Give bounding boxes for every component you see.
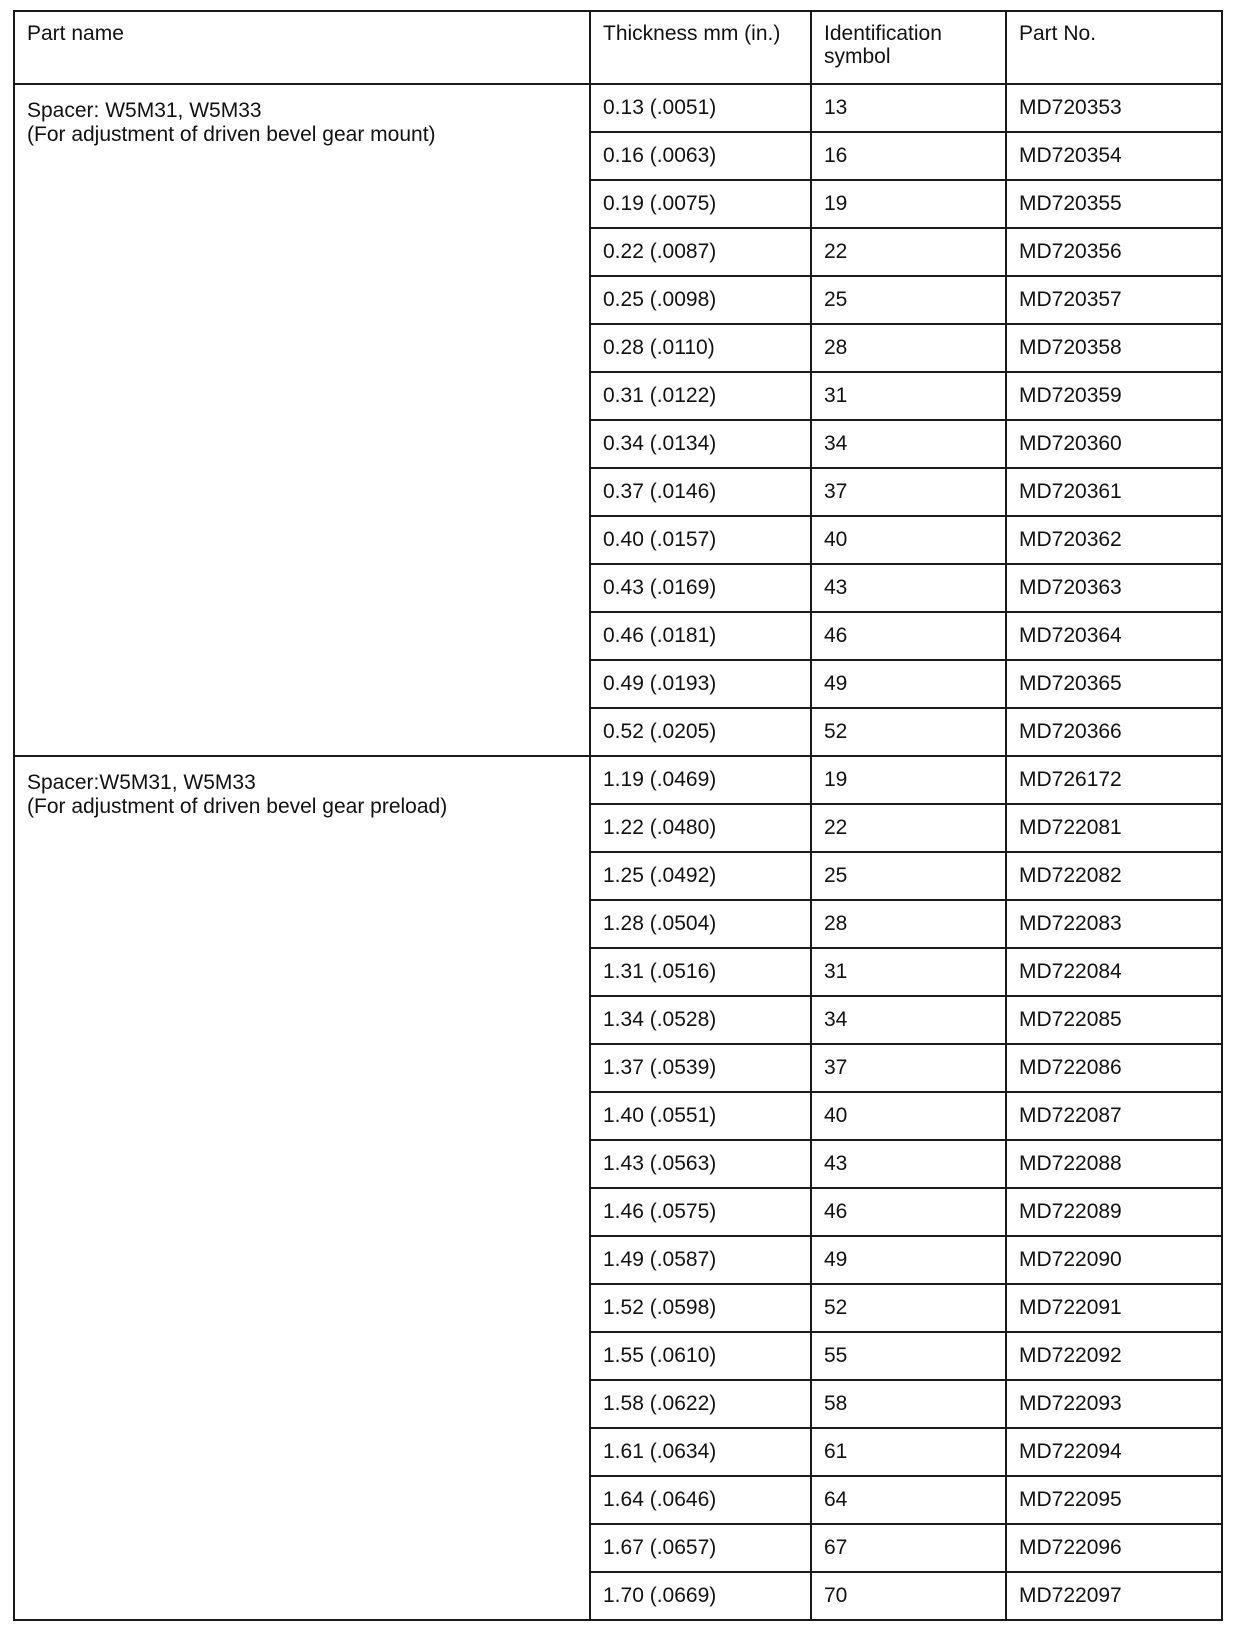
identification-symbol-cell: 58 <box>811 1380 1006 1428</box>
identification-symbol-cell: 67 <box>811 1524 1006 1572</box>
identification-symbol-cell: 55 <box>811 1332 1006 1380</box>
header-thickness: Thickness mm (in.) <box>590 11 811 84</box>
part-name-cell <box>14 756 590 1620</box>
part-number-cell: MD722096 <box>1006 1524 1222 1572</box>
thickness-cell: 1.67 (.0657) <box>590 1524 811 1572</box>
header-row <box>14 11 1222 84</box>
thickness-cell: 1.22 (.0480) <box>590 804 811 852</box>
thickness-cell: 1.52 (.0598) <box>590 1284 811 1332</box>
thickness-cell: 1.49 (.0587) <box>590 1236 811 1284</box>
thickness-cell: 1.70 (.0669) <box>590 1572 811 1620</box>
part-number-cell: MD722094 <box>1006 1428 1222 1476</box>
identification-symbol-cell: 61 <box>811 1428 1006 1476</box>
identification-symbol-cell: 64 <box>811 1476 1006 1524</box>
thickness-cell: 1.31 (.0516) <box>590 948 811 996</box>
part-name-cell <box>14 84 590 756</box>
table-header <box>14 11 1222 84</box>
thickness-cell: 0.34 (.0134) <box>590 420 811 468</box>
thickness-cell: 1.43 (.0563) <box>590 1140 811 1188</box>
identification-symbol-cell: 37 <box>811 468 1006 516</box>
part-number-cell: MD722097 <box>1006 1572 1222 1620</box>
part-number-cell: MD720363 <box>1006 564 1222 612</box>
identification-symbol-cell: 19 <box>811 180 1006 228</box>
thickness-cell: 0.19 (.0075) <box>590 180 811 228</box>
part-number-cell: MD722091 <box>1006 1284 1222 1332</box>
part-number-cell: MD722082 <box>1006 852 1222 900</box>
identification-symbol-cell: 31 <box>811 372 1006 420</box>
part-number-cell: MD722090 <box>1006 1236 1222 1284</box>
identification-symbol-cell: 37 <box>811 1044 1006 1092</box>
identification-symbol-cell: 49 <box>811 1236 1006 1284</box>
identification-symbol-cell: 22 <box>811 804 1006 852</box>
thickness-cell: 1.64 (.0646) <box>590 1476 811 1524</box>
part-number-cell: MD720361 <box>1006 468 1222 516</box>
part-number-cell: MD722093 <box>1006 1380 1222 1428</box>
part-number-cell: MD720354 <box>1006 132 1222 180</box>
identification-symbol-cell: 46 <box>811 612 1006 660</box>
identification-symbol-cell: 52 <box>811 708 1006 756</box>
part-name-line1: Spacer: W5M31, W5M33 <box>27 99 262 122</box>
thickness-cell: 0.46 (.0181) <box>590 612 811 660</box>
table-body <box>14 84 1222 1620</box>
thickness-cell: 1.61 (.0634) <box>590 1428 811 1476</box>
part-number-cell: MD720360 <box>1006 420 1222 468</box>
part-number-cell: MD720359 <box>1006 372 1222 420</box>
part-number-cell: MD720365 <box>1006 660 1222 708</box>
thickness-cell: 0.43 (.0169) <box>590 564 811 612</box>
part-name-line1: Spacer:W5M31, W5M33 <box>27 771 256 794</box>
thickness-cell: 1.40 (.0551) <box>590 1092 811 1140</box>
thickness-cell: 0.28 (.0110) <box>590 324 811 372</box>
thickness-cell: 1.19 (.0469) <box>590 756 811 804</box>
identification-symbol-cell: 34 <box>811 420 1006 468</box>
identification-symbol-cell: 70 <box>811 1572 1006 1620</box>
part-number-cell: MD722083 <box>1006 900 1222 948</box>
part-number-cell: MD722086 <box>1006 1044 1222 1092</box>
thickness-cell: 0.49 (.0193) <box>590 660 811 708</box>
part-number-cell: MD720362 <box>1006 516 1222 564</box>
identification-symbol-cell: 43 <box>811 1140 1006 1188</box>
part-number-cell: MD722092 <box>1006 1332 1222 1380</box>
part-number-cell: MD726172 <box>1006 756 1222 804</box>
identification-symbol-cell: 40 <box>811 516 1006 564</box>
identification-symbol-cell: 25 <box>811 852 1006 900</box>
thickness-cell: 0.40 (.0157) <box>590 516 811 564</box>
thickness-cell: 0.25 (.0098) <box>590 276 811 324</box>
thickness-cell: 1.25 (.0492) <box>590 852 811 900</box>
part-number-cell: MD722085 <box>1006 996 1222 1044</box>
identification-symbol-cell: 28 <box>811 324 1006 372</box>
identification-symbol-cell: 34 <box>811 996 1006 1044</box>
header-ident-line1: Identification <box>824 22 942 45</box>
thickness-cell: 1.55 (.0610) <box>590 1332 811 1380</box>
thickness-cell: 1.58 (.0622) <box>590 1380 811 1428</box>
part-number-cell: MD720355 <box>1006 180 1222 228</box>
thickness-cell: 1.46 (.0575) <box>590 1188 811 1236</box>
identification-symbol-cell: 49 <box>811 660 1006 708</box>
thickness-cell: 1.37 (.0539) <box>590 1044 811 1092</box>
thickness-cell: 1.28 (.0504) <box>590 900 811 948</box>
table-row <box>14 84 1222 132</box>
identification-symbol-cell: 46 <box>811 1188 1006 1236</box>
identification-symbol-cell: 43 <box>811 564 1006 612</box>
spacer-parts-table <box>13 10 1223 1621</box>
identification-symbol-cell: 40 <box>811 1092 1006 1140</box>
part-number-cell: MD722084 <box>1006 948 1222 996</box>
thickness-cell: 0.37 (.0146) <box>590 468 811 516</box>
thickness-cell: 0.13 (.0051) <box>590 84 811 132</box>
part-number-cell: MD720364 <box>1006 612 1222 660</box>
identification-symbol-cell: 28 <box>811 900 1006 948</box>
part-number-cell: MD722088 <box>1006 1140 1222 1188</box>
identification-symbol-cell: 22 <box>811 228 1006 276</box>
header-identification-symbol <box>811 11 1006 84</box>
header-part-no: Part No. <box>1006 11 1222 84</box>
part-number-cell: MD722089 <box>1006 1188 1222 1236</box>
thickness-cell: 1.34 (.0528) <box>590 996 811 1044</box>
header-part-name: Part name <box>14 11 590 84</box>
part-number-cell: MD722087 <box>1006 1092 1222 1140</box>
identification-symbol-cell: 25 <box>811 276 1006 324</box>
identification-symbol-cell: 31 <box>811 948 1006 996</box>
thickness-cell: 0.31 (.0122) <box>590 372 811 420</box>
identification-symbol-cell: 13 <box>811 84 1006 132</box>
thickness-cell: 0.16 (.0063) <box>590 132 811 180</box>
identification-symbol-cell: 52 <box>811 1284 1006 1332</box>
part-number-cell: MD722081 <box>1006 804 1222 852</box>
part-name-line2: (For adjustment of driven bevel gear mount) <box>27 122 436 146</box>
part-number-cell: MD722095 <box>1006 1476 1222 1524</box>
part-name-line2: (For adjustment of driven bevel gear preload) <box>27 794 448 818</box>
part-number-cell: MD720357 <box>1006 276 1222 324</box>
table-row <box>14 756 1222 804</box>
part-number-cell: MD720358 <box>1006 324 1222 372</box>
part-number-cell: MD720353 <box>1006 84 1222 132</box>
identification-symbol-cell: 16 <box>811 132 1006 180</box>
part-number-cell: MD720366 <box>1006 708 1222 756</box>
thickness-cell: 0.52 (.0205) <box>590 708 811 756</box>
part-number-cell: MD720356 <box>1006 228 1222 276</box>
header-ident-line2: symbol <box>824 45 891 69</box>
thickness-cell: 0.22 (.0087) <box>590 228 811 276</box>
identification-symbol-cell: 19 <box>811 756 1006 804</box>
